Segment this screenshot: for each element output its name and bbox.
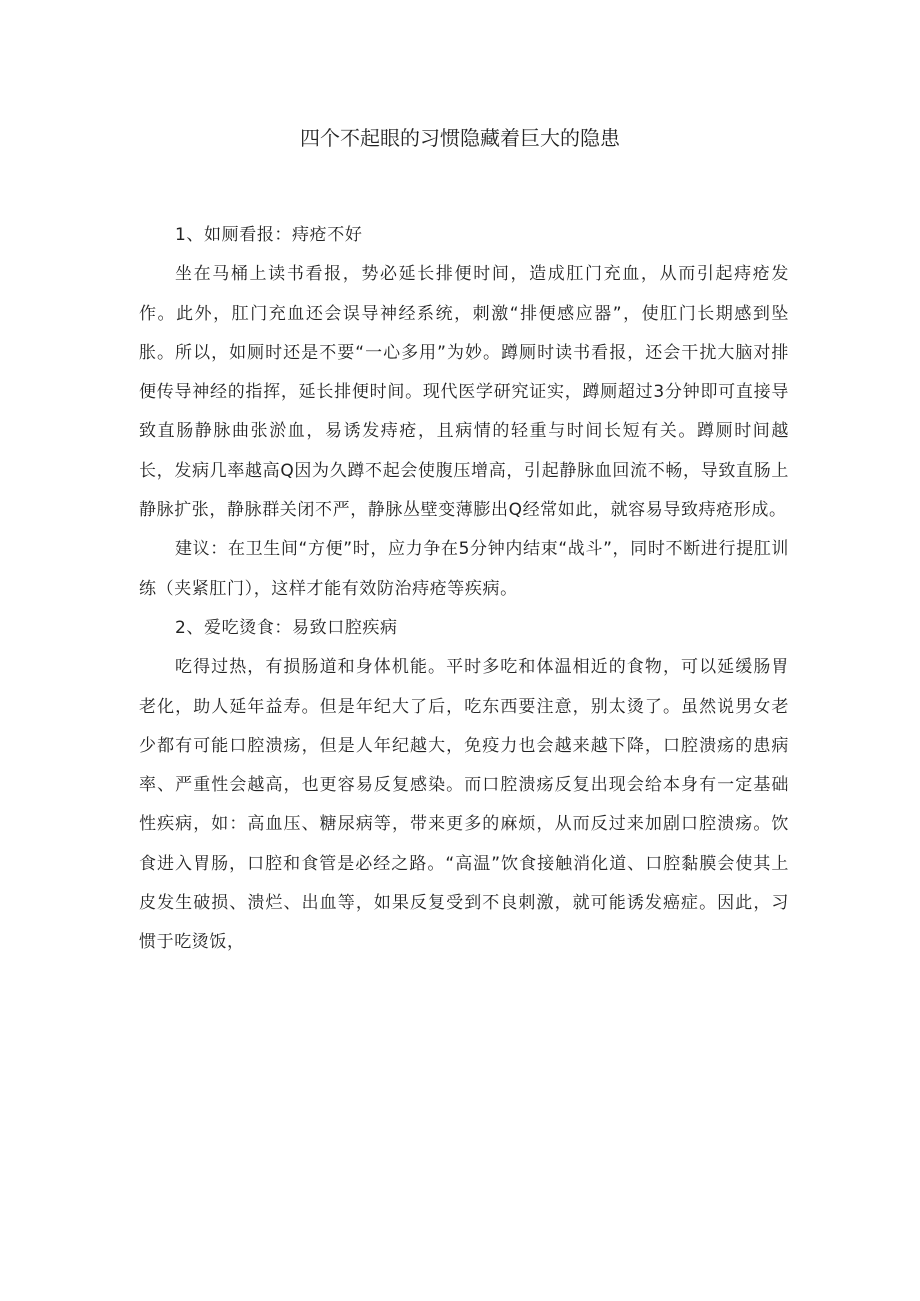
section-heading-1: 1、如厕看报：痔疮不好 [175, 225, 363, 245]
paragraph: 吃得过热，有损肠道和身体机能。平时多吃和体温相近的食物，可以延缓肠胃老化，助人延年益寿。但是年纪大了后，吃东西要注意，别太烫了。虽然说男女老少都有可能口腔溃疡，但是人年纪越大，免疫力也会越来越下降，口腔溃疡的患病率、严重性会越高，也更容易反复感染。而口腔溃疡反复出现会给本身有一定基础性疾病，如：高血压、糖尿病等，带来更多的麻烦，从而反过来加剧口腔溃疡。饮食进入胃肠，口腔和食管是必经之路。“高温”饮食接触消化道、口腔黏膜会使其上皮发生破损、溃烂、出血等，如果反复受到不良刺激，就可能诱发癌症。因此，习惯于吃烫饭， [139, 657, 789, 953]
document-body [139, 216, 789, 963]
paragraph: 建议：在卫生间“方便”时，应力争在5分钟内结束“战斗”，同时不断进行提肛训练（夹紧肛门），这样才能有效防治痔疮等疾病。 [139, 539, 789, 599]
document-title: 四个不起眼的习惯隐藏着巨大的隐患 [300, 126, 620, 150]
paragraph: 坐在马桶上读书看报，势必延长排便时间，造成肛门充血，从而引起痔疮发作。此外，肛门充血还会误导神经系统，刺激“排便感应器”，使肛门长期感到坠胀。所以，如厕时还是不要“一心多用”为妙。蹲厕时读书看报，还会干扰大脑对排便传导神经的指挥，延长排便时间。现代医学研究证实，蹲厕超过3分钟即可直接导致直肠静脉曲张淤血，易诱发痔疮，且病情的轻重与时间长短有关。蹲厕时间越长，发病几率越高Q因为久蹲不起会使腹压增高，引起静脉血回流不畅，导致直肠上静脉扩张，静脉群关闭不严，静脉丛壁变薄膨出Q经常如此，就容易导致痔疮形成。 [139, 264, 789, 521]
section-heading-2: 2、爱吃烫食：易致口腔疾病 [175, 617, 398, 638]
